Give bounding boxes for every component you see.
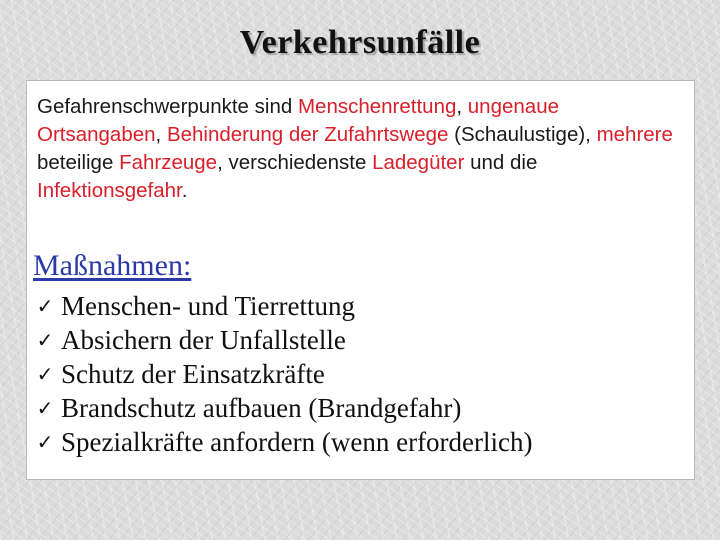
- intro-segment: beteilige: [37, 151, 120, 174]
- list-item: [35, 425, 533, 459]
- check-mark-icon: ✓: [36, 396, 54, 420]
- list-item: [35, 357, 533, 391]
- list-item-label: Brandschutz aufbauen (Brandgefahr): [61, 393, 462, 423]
- intro-segment: ,: [456, 95, 468, 118]
- content-box: [26, 80, 695, 480]
- list-item-label: Menschen- und Tierrettung: [61, 291, 355, 321]
- list-item-label: Absichern der Unfallstelle: [61, 325, 346, 355]
- intro-highlight: Behinderung der Zufahrtswege: [166, 123, 449, 146]
- list-item: [35, 391, 533, 425]
- intro-segment: Gefahrenschwerpunkte sind: [37, 95, 298, 118]
- list-item: [35, 323, 533, 357]
- list-item-label: Spezialkräfte anfordern (wenn erforderlich): [61, 427, 533, 457]
- check-mark-icon: ✓: [36, 294, 54, 318]
- intro-segment: und die: [464, 151, 538, 174]
- intro-segment: .: [181, 179, 188, 202]
- intro-segment: ,: [155, 123, 167, 146]
- check-mark-icon: ✓: [36, 328, 54, 352]
- check-mark-icon: ✓: [36, 362, 54, 386]
- intro-paragraph: [37, 93, 687, 205]
- measures-list: [35, 289, 533, 459]
- intro-segment: , verschiedenste: [217, 151, 373, 174]
- list-item: [35, 289, 533, 323]
- check-mark-icon: ✓: [36, 430, 54, 454]
- intro-highlight: mehrere: [596, 123, 673, 146]
- intro-highlight: ungenaue Ortsangaben: [37, 95, 559, 146]
- intro-highlight: Menschenrettung: [297, 95, 457, 118]
- measures-heading: Maßnahmen:: [33, 249, 192, 282]
- intro-highlight: Infektionsgefahr: [37, 179, 182, 202]
- intro-highlight: Ladegüter: [372, 151, 465, 174]
- intro-segment: (Schaulustige),: [448, 123, 597, 146]
- list-item-label: Schutz der Einsatzkräfte: [61, 359, 325, 389]
- slide-title: Verkehrsunfälle: [239, 24, 481, 61]
- intro-highlight: Fahrzeuge: [119, 151, 218, 174]
